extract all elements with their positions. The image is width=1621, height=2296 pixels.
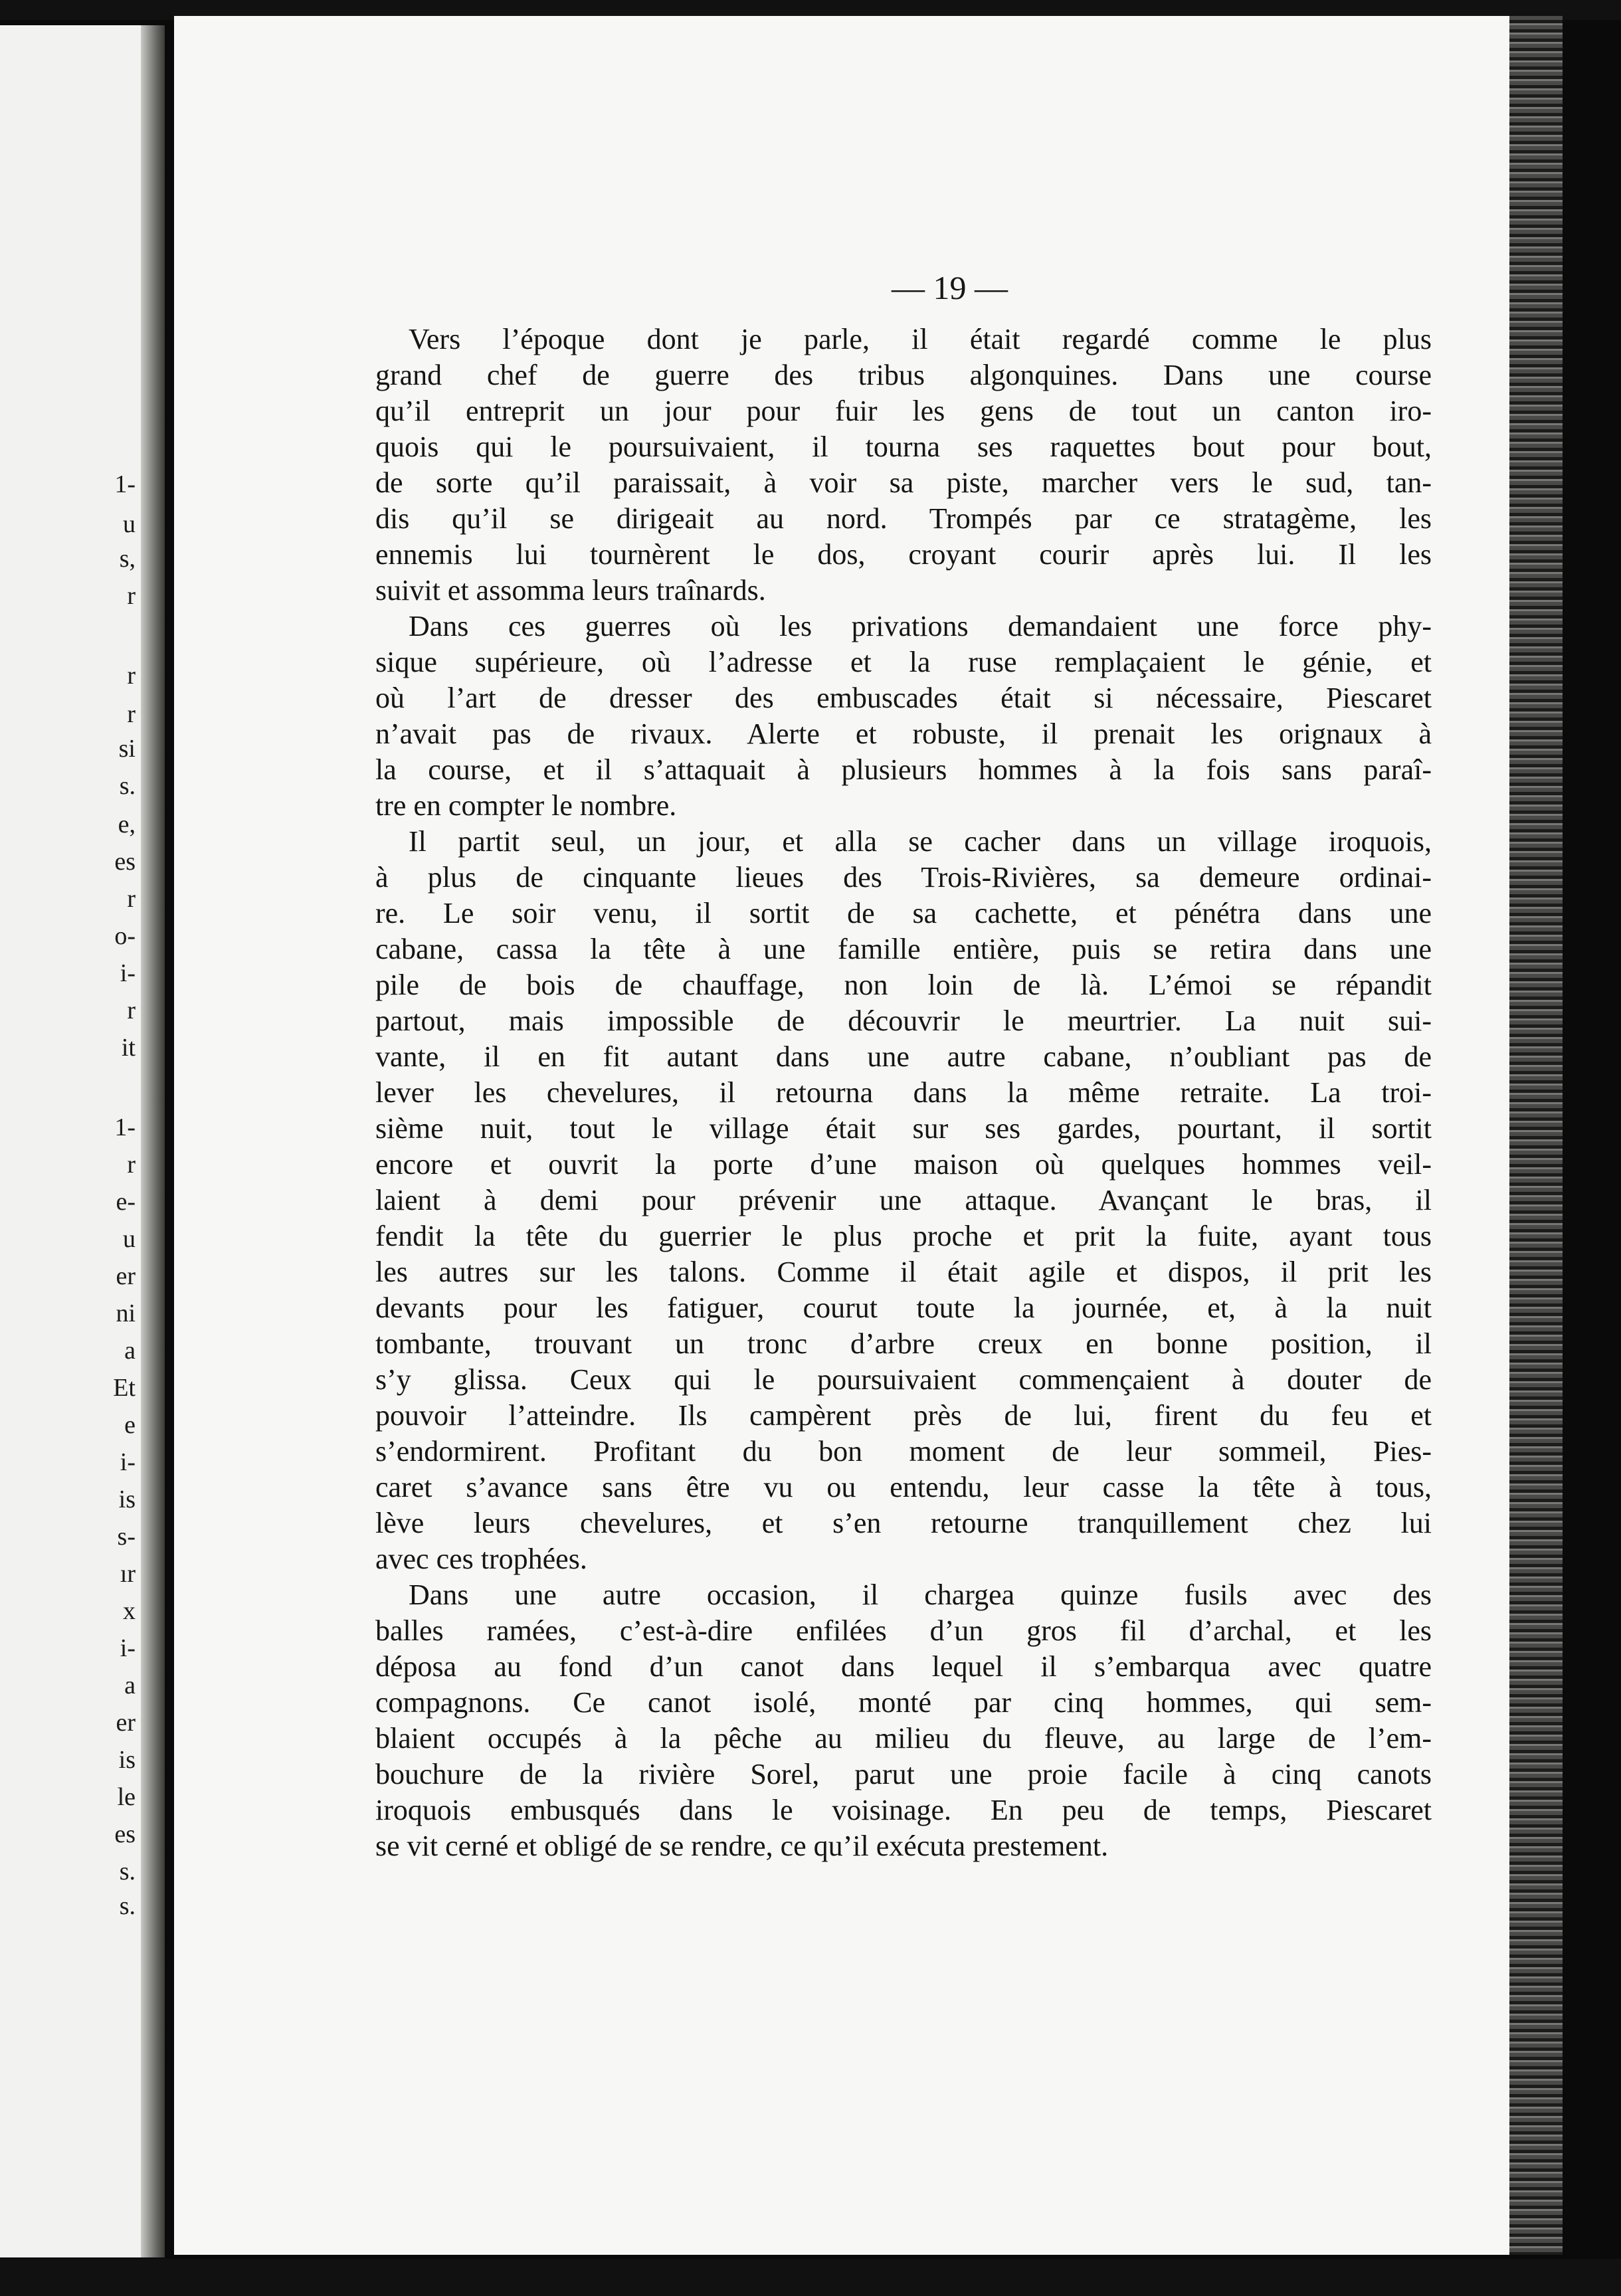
text-line: avec ces trophées. xyxy=(375,1543,587,1575)
text-line: la course, et il s’attaquait à plusieurs hommes à la fois sans paraî- xyxy=(375,753,1432,786)
text-line: vante, il en fit autant dans une autre cabane, n’oubliant pas de xyxy=(375,1040,1432,1073)
margin-fragment: r xyxy=(127,997,136,1024)
margin-fragment: a xyxy=(124,1672,136,1699)
text-line: Dans ces guerres où les privations demandaient une force phy- xyxy=(409,610,1432,642)
margin-fragment: r xyxy=(127,700,136,728)
margin-fragment: is xyxy=(118,1485,136,1513)
margin-fragment: s. xyxy=(119,1892,136,1920)
margin-fragment: 1- xyxy=(114,470,136,498)
text-line: tombante, trouvant un tronc d’arbre creux en bonne position, il xyxy=(375,1327,1432,1360)
margin-fragment: it xyxy=(121,1034,136,1062)
text-line: déposa au fond d’un canot dans lequel il s’embarqua avec quatre xyxy=(375,1650,1432,1683)
text-line: compagnons. Ce canot isolé, monté par cinq hommes, qui sem- xyxy=(375,1686,1432,1719)
margin-fragment: le xyxy=(117,1783,136,1811)
text-line: quois qui le poursuivaient, il tourna ses raquettes bout pour bout, xyxy=(375,430,1432,463)
text-line: qu’il entreprit un jour pour fuir les gens de tout un canton iro- xyxy=(375,395,1432,427)
text-line: à plus de cinquante lieues des Trois-Rivières, sa demeure ordinai- xyxy=(375,861,1432,894)
margin-fragment: i- xyxy=(120,1448,136,1476)
previous-page-edge xyxy=(0,25,165,2257)
margin-fragment: es xyxy=(114,848,136,876)
text-line: Dans une autre occasion, il chargea quinze fusils avec des xyxy=(409,1578,1432,1611)
text-line: de sorte qu’il paraissait, à voir sa piste, marcher vers le sud, tan- xyxy=(375,466,1432,499)
scan-border-bottom xyxy=(0,2259,1621,2296)
text-line: grand chef de guerre des tribus algonquines. Dans une course xyxy=(375,359,1432,391)
margin-fragment: s- xyxy=(117,1523,136,1551)
margin-fragment: s. xyxy=(119,772,136,800)
text-line: lever les chevelures, il retourna dans la même retraite. La troi- xyxy=(375,1076,1432,1109)
margin-fragment: x xyxy=(123,1597,136,1625)
book-page xyxy=(174,16,1563,2255)
text-line: lève leurs chevelures, et s’en retourne tranquillement chez lui xyxy=(375,1507,1432,1539)
margin-fragment: s, xyxy=(119,545,136,573)
margin-fragment: o- xyxy=(114,922,136,950)
text-line: bouchure de la rivière Sorel, parut une proie facile à cinq canots xyxy=(375,1758,1432,1790)
margin-fragment: er xyxy=(116,1709,136,1737)
margin-fragment: e, xyxy=(118,811,136,838)
book-gutter xyxy=(141,25,165,2257)
text-line: partout, mais impossible de découvrir le meurtrier. La nuit sui- xyxy=(375,1004,1432,1037)
text-line: iroquois embusqués dans le voisinage. En peu de temps, Piescaret xyxy=(375,1794,1432,1826)
text-line: cabane, cassa la tête à une famille entière, puis se retira dans une xyxy=(375,933,1432,965)
text-line: balles ramées, c’est-à-dire enfilées d’un gros fil d’archal, et les xyxy=(375,1614,1432,1647)
margin-fragment: 1- xyxy=(114,1113,136,1141)
page-stack-edge xyxy=(1509,16,1563,2255)
margin-fragment: Et xyxy=(113,1374,136,1402)
margin-fragment: i- xyxy=(120,959,136,987)
text-line: s’endormirent. Profitant du bon moment de leur sommeil, Pies- xyxy=(375,1435,1432,1468)
text-line: Il partit seul, un jour, et alla se cacher dans un village iroquois, xyxy=(409,825,1432,858)
margin-fragment: ır xyxy=(120,1560,136,1588)
margin-fragment: e xyxy=(124,1411,136,1439)
text-line: Vers l’époque dont je parle, il était regardé comme le plus xyxy=(409,323,1432,355)
text-line: laient à demi pour prévenir une attaque. Avançant le bras, il xyxy=(375,1184,1432,1216)
text-line: sique supérieure, où l’adresse et la ruse remplaçaient le génie, et xyxy=(375,646,1432,678)
text-line: caret s’avance sans être vu ou entendu, leur casse la tête à tous, xyxy=(375,1471,1432,1503)
margin-fragment: a xyxy=(124,1337,136,1365)
text-line: pouvoir l’atteindre. Ils campèrent près de lui, firent du feu et xyxy=(375,1399,1432,1432)
margin-fragment: er xyxy=(116,1262,136,1290)
margin-fragment: r xyxy=(127,1151,136,1179)
margin-fragment: is xyxy=(118,1746,136,1774)
text-line: ennemis lui tournèrent le dos, croyant courir après lui. Il les xyxy=(375,538,1432,571)
text-line: fendit la tête du guerrier le plus proche et prit la fuite, ayant tous xyxy=(375,1220,1432,1252)
margin-fragment: s. xyxy=(119,1858,136,1885)
margin-fragment: si xyxy=(118,735,136,763)
margin-fragment: e- xyxy=(116,1188,136,1216)
margin-fragment: r xyxy=(127,582,136,610)
margin-fragment: i- xyxy=(120,1634,136,1662)
text-line: les autres sur les talons. Comme il était agile et dispos, il prit les xyxy=(375,1256,1432,1288)
text-line: devants pour les fatiguer, courut toute la journée, et, à la nuit xyxy=(375,1292,1432,1324)
text-line: re. Le soir venu, il sortit de sa cachette, et pénétra dans une xyxy=(375,897,1432,929)
text-line: encore et ouvrit la porte d’une maison où quelques hommes veil- xyxy=(375,1148,1432,1181)
margin-fragment: r xyxy=(127,885,136,913)
text-line: suivit et assomma leurs traînards. xyxy=(375,574,766,607)
margin-fragment: u xyxy=(123,1225,136,1253)
page-number: — 19 — xyxy=(892,269,1008,306)
text-line: se vit cerné et obligé de se rendre, ce qu’il exécuta prestement. xyxy=(375,1830,1109,1862)
text-line: n’avait pas de rivaux. Alerte et robuste, il prenait les orignaux à xyxy=(375,718,1432,750)
margin-fragment: u xyxy=(123,510,136,538)
text-line: pile de bois de chauffage, non loin de là. L’émoi se répandit xyxy=(375,969,1432,1001)
text-line: tre en compter le nombre. xyxy=(375,789,677,822)
text-line: dis qu’il se dirigeait au nord. Trompés par ce stratagème, les xyxy=(375,502,1432,535)
margin-fragment: r xyxy=(127,662,136,690)
text-line: sième nuit, tout le village était sur ses gardes, pourtant, il sortit xyxy=(375,1112,1432,1145)
margin-fragment: es xyxy=(114,1820,136,1848)
text-line: où l’art de dresser des embuscades était si nécessaire, Piescaret xyxy=(375,682,1432,714)
text-line: s’y glissa. Ceux qui le poursuivaient commençaient à douter de xyxy=(375,1363,1432,1396)
text-line: blaient occupés à la pêche au milieu du fleuve, au large de l’em- xyxy=(375,1722,1432,1755)
margin-fragment: ni xyxy=(116,1299,136,1327)
